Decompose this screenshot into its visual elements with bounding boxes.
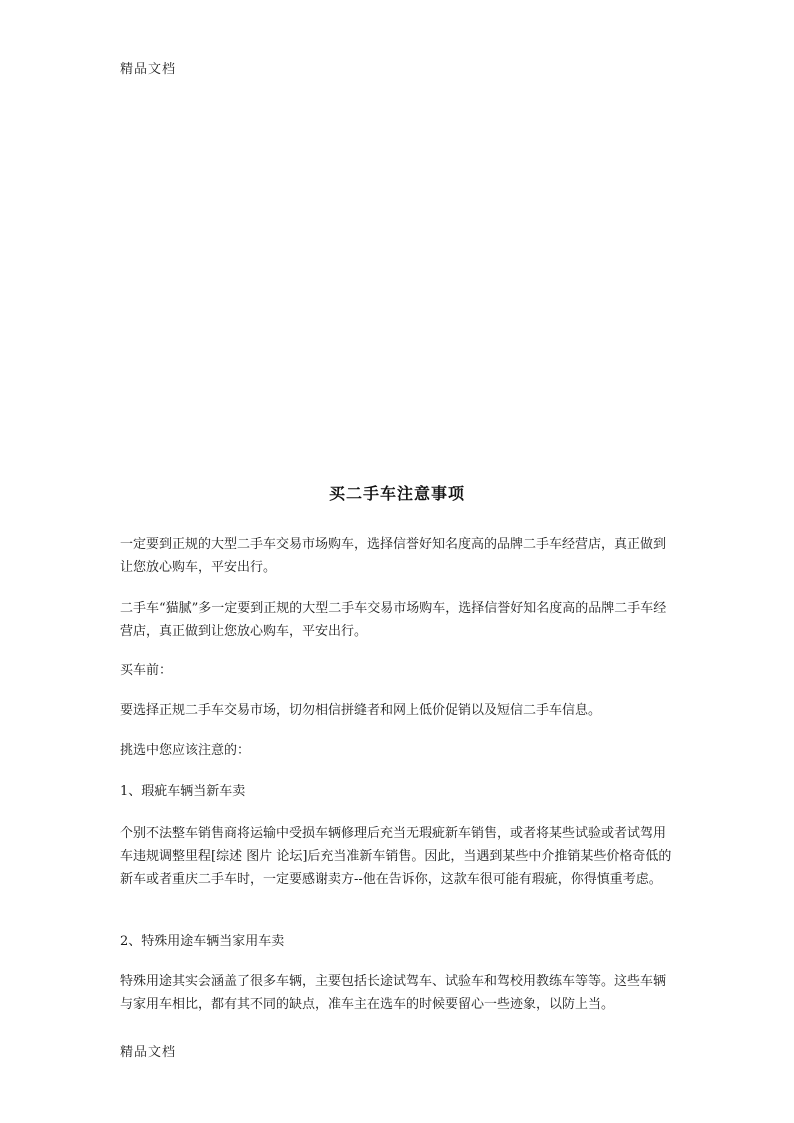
document-title: 买二手车注意事项 [328,484,465,503]
paragraph-intro: 一定要到正规的大型二手车交易市场购车，选择信誉好知名度高的品牌二手车经营店，真正做到让您放心购车，平安出行。 [120,537,667,575]
page-footer-watermark: 精品文档 [120,1045,177,1060]
page-header-watermark: 精品文档 [120,62,177,77]
paragraph-defective-cars: 个别不法整车销售商将运输中受损车辆修理后充当无瑕疵新车销售，或者将某些试验或者试驾用车违规调整里程[综述 图片 论坛]后充当准新车销售。因此，当遇到某些中介推销某些价格奇低的新车或者重庆二手车时，一定要感谢卖方--他在告诉你，这款车很可能有瑕疵，你得慎重考虑。 [120,826,672,887]
paragraph-intro-repeat: 二手车“猫腻”多一定要到正规的大型二手车交易市场购车，选择信誉好知名度高的品牌二手车经营店，真正做到让您放心购车，平安出行。 [120,601,667,639]
paragraph-choose-market: 要选择正规二手车交易市场，切勿相信拼缝者和网上低价促销以及短信二手车信息。 [120,703,602,718]
paragraph-before-buying: 买车前： [120,663,173,678]
section-heading-2: 2、特殊用途车辆当家用车卖 [120,934,285,949]
paragraph-special-use-cars: 特殊用途其实会涵盖了很多车辆，主要包括长途试驾车、试验车和驾校用教练车等等。这些车辆与家用车相比，都有其不同的缺点，准车主在选车的时候要留心一些迹象，以防上当。 [120,974,667,1012]
paragraph-attention-heading: 挑选中您应该注意的： [120,743,251,758]
section-heading-1: 1、瑕疵车辆当新车卖 [120,784,246,799]
